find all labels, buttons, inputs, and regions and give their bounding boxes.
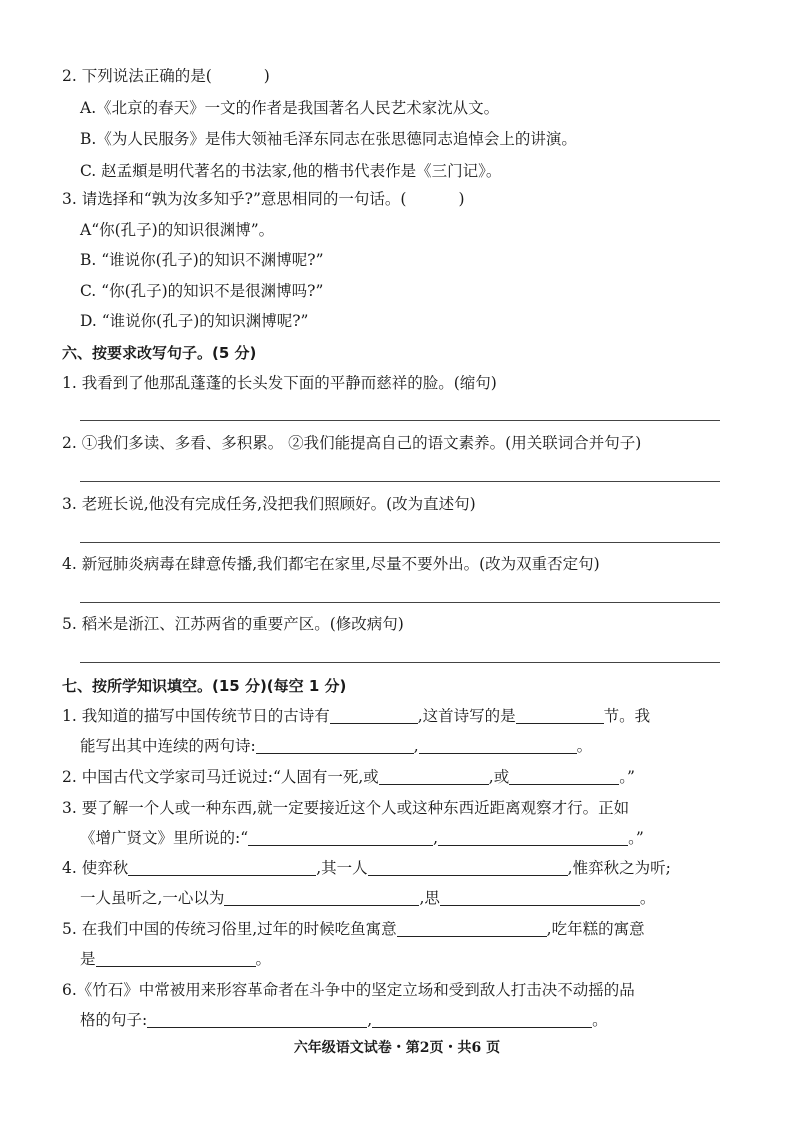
q2-option-c: C. 赵孟頫是明代著名的书法家,他的楷书代表作是《三门记》。 [80,162,502,180]
q2-stem: 2. 下列说法正确的是( ) [62,67,270,85]
section6-item-2: 2. ①我们多读、多看、多积累。 ②我们能提高自己的语文素养。(用关联词合并句子) [62,434,642,452]
q3-stem: 3. 请选择和“孰为汝多知乎?”意思相同的一句话。( ) [62,190,465,208]
fill-blank[interactable] [256,737,414,754]
fill-blank[interactable] [397,920,547,937]
fill-blank[interactable] [509,768,619,785]
fill-blank[interactable] [516,707,604,724]
section6-heading: 六、按要求改写句子。(5 分) [62,344,257,362]
answer-line-2[interactable] [80,481,720,482]
q2-option-a: A.《北京的春天》一文的作者是我国著名人民艺术家沈从文。 [80,99,500,117]
section7-item-5-line1: 5. 在我们中国的传统习俗里,过年的时候吃鱼寓意 ,吃年糕的寓意 [62,920,645,938]
answer-line-1[interactable] [80,420,720,421]
fill-blank[interactable] [372,1011,592,1028]
q3-option-d: D. “谁说你(孔子)的知识渊博呢?” [80,312,309,330]
q3-option-b: B. “谁说你(孔子)的知识不渊博呢?” [80,251,324,269]
fill-blank[interactable] [96,950,256,967]
fill-blank[interactable] [368,859,568,876]
section7-item-3-line2: 《增广贤文》里所说的:“ , 。” [80,829,644,847]
fill-blank[interactable] [438,829,628,846]
section7-item-5-line2: 是 。 [80,950,272,968]
section7-heading: 七、按所学知识填空。(15 分)(每空 1 分) [62,677,347,695]
section7-item-4-line1: 4. 使弈秋 ,其一人 ,惟弈秋之为听; [62,859,671,877]
q2-option-b: B.《为人民服务》是伟大领袖毛泽东同志在张思德同志追悼会上的讲演。 [80,130,577,148]
q3-option-c: C. “你(孔子)的知识不是很渊博吗?” [80,282,324,300]
answer-line-3[interactable] [80,542,720,543]
q3-option-a: A“你(孔子)的知识很渊博”。 [80,221,275,239]
section6-item-1: 1. 我看到了他那乱蓬蓬的长头发下面的平静而慈祥的脸。(缩句) [62,374,497,392]
section7-item-4-line2: 一人虽听之,一心以为 ,思 。 [80,889,656,907]
answer-line-5[interactable] [80,662,720,663]
answer-line-4[interactable] [80,602,720,603]
fill-blank[interactable] [330,707,418,724]
fill-blank[interactable] [147,1011,367,1028]
section6-item-5: 5. 稻米是浙江、江苏两省的重要产区。(修改病句) [62,615,404,633]
section7-item-6-line2: 格的句子: , 。 [80,1011,608,1029]
fill-blank[interactable] [440,889,640,906]
section7-item-2: 2. 中国古代文学家司马迁说过:“人固有一死,或 ,或 。” [62,768,635,786]
fill-blank[interactable] [379,768,489,785]
fill-blank[interactable] [419,737,577,754]
section7-item-3-line1: 3. 要了解一个人或一种东西,就一定要接近这个人或这种东西近距离观察才行。正如 [62,799,630,817]
section7-item-1-line1: 1. 我知道的描写中国传统节日的古诗有 ,这首诗写的是 节。我 [62,707,651,725]
section7-item-1-line2: 能写出其中连续的两句诗: , 。 [80,737,593,755]
fill-blank[interactable] [248,829,433,846]
section6-item-4: 4. 新冠肺炎病毒在肆意传播,我们都宅在家里,尽量不要外出。(改为双重否定句) [62,555,600,573]
section6-item-3: 3. 老班长说,他没有完成任务,没把我们照顾好。(改为直述句) [62,495,476,513]
fill-blank[interactable] [128,859,316,876]
page-footer: 六年级语文试卷・第2页・共6 页 [293,1040,501,1056]
fill-blank[interactable] [224,889,419,906]
section7-item-6-line1: 6.《竹石》中常被用来形容革命者在斗争中的坚定立场和受到敌人打击决不动摇的品 [62,981,635,999]
